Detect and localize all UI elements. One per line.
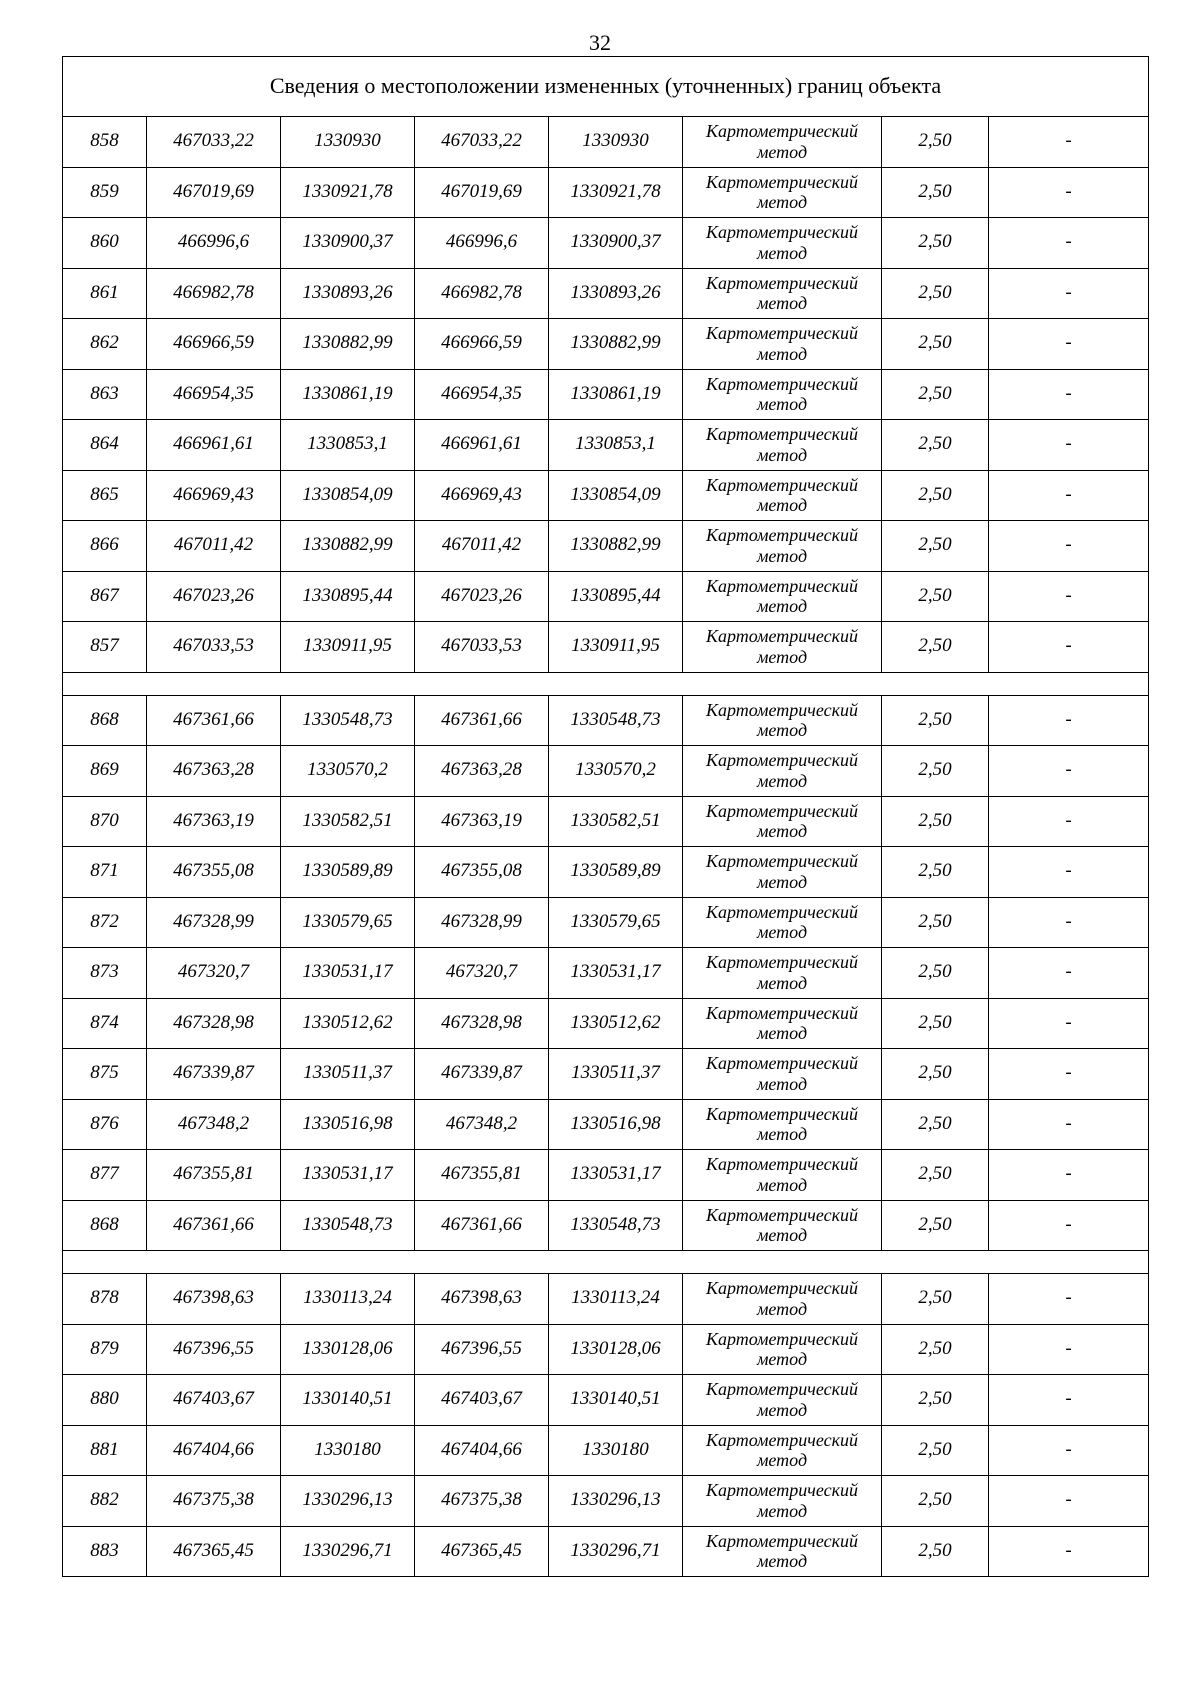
point-number-cell: 883 [63,1526,147,1577]
x-existing-cell: 467011,42 [147,521,281,572]
accuracy-cell: 2,50 [882,1375,989,1426]
y-existing-cell: 1330911,95 [281,622,415,673]
description-cell: - [989,746,1149,797]
description-cell: - [989,218,1149,269]
point-number-cell: 858 [63,117,147,168]
x-existing-cell: 466966,59 [147,319,281,370]
point-number-cell: 868 [63,1200,147,1251]
method-cell: Картометрический метод [683,218,882,269]
y-updated-cell: 1330853,1 [549,420,683,471]
description-cell: - [989,1150,1149,1201]
description-cell: - [989,897,1149,948]
table-row [63,117,1149,168]
point-number-cell: 863 [63,369,147,420]
y-existing-cell: 1330579,65 [281,897,415,948]
x-existing-cell: 467363,28 [147,746,281,797]
x-existing-cell: 466969,43 [147,470,281,521]
y-updated-cell: 1330140,51 [549,1375,683,1426]
table-row [63,1049,1149,1100]
group-separator-cell [63,1251,1149,1274]
description-cell: - [989,470,1149,521]
description-cell: - [989,571,1149,622]
point-number-cell: 880 [63,1375,147,1426]
y-updated-cell: 1330900,37 [549,218,683,269]
y-existing-cell: 1330882,99 [281,319,415,370]
point-number-cell: 865 [63,470,147,521]
point-number-cell: 871 [63,847,147,898]
x-existing-cell: 467398,63 [147,1274,281,1325]
description-cell: - [989,1049,1149,1100]
point-number-cell: 866 [63,521,147,572]
x-updated-cell: 466966,59 [415,319,549,370]
x-existing-cell: 467328,98 [147,998,281,1049]
x-updated-cell: 467355,81 [415,1150,549,1201]
accuracy-cell: 2,50 [882,998,989,1049]
method-cell: Картометрический метод [683,1526,882,1577]
accuracy-cell: 2,50 [882,695,989,746]
x-existing-cell: 466961,61 [147,420,281,471]
description-cell: - [989,1375,1149,1426]
table-title: Сведения о местоположении измененных (уточненных) границ объекта [63,57,1149,117]
y-updated-cell: 1330589,89 [549,847,683,898]
y-existing-cell: 1330512,62 [281,998,415,1049]
x-existing-cell: 467348,2 [147,1099,281,1150]
y-existing-cell: 1330531,17 [281,1150,415,1201]
description-cell: - [989,319,1149,370]
x-existing-cell: 466954,35 [147,369,281,420]
table-row [63,695,1149,746]
description-cell: - [989,1200,1149,1251]
y-updated-cell: 1330531,17 [549,948,683,999]
description-cell: - [989,1425,1149,1476]
method-cell: Картометрический метод [683,622,882,673]
y-existing-cell: 1330582,51 [281,796,415,847]
x-updated-cell: 466961,61 [415,420,549,471]
x-updated-cell: 467328,98 [415,998,549,1049]
table-row [63,796,1149,847]
x-updated-cell: 467019,69 [415,167,549,218]
y-existing-cell: 1330893,26 [281,268,415,319]
point-number-cell: 875 [63,1049,147,1100]
x-updated-cell: 467375,38 [415,1476,549,1527]
x-existing-cell: 467339,87 [147,1049,281,1100]
accuracy-cell: 2,50 [882,1150,989,1201]
y-updated-cell: 1330113,24 [549,1274,683,1325]
y-updated-cell: 1330128,06 [549,1324,683,1375]
y-existing-cell: 1330853,1 [281,420,415,471]
x-updated-cell: 467033,53 [415,622,549,673]
y-updated-cell: 1330548,73 [549,1200,683,1251]
y-existing-cell: 1330861,19 [281,369,415,420]
x-existing-cell: 467023,26 [147,571,281,622]
description-cell: - [989,622,1149,673]
y-updated-cell: 1330548,73 [549,695,683,746]
method-cell: Картометрический метод [683,897,882,948]
method-cell: Картометрический метод [683,1150,882,1201]
method-cell: Картометрический метод [683,796,882,847]
table-row [63,470,1149,521]
x-updated-cell: 467328,99 [415,897,549,948]
x-existing-cell: 466982,78 [147,268,281,319]
y-updated-cell: 1330570,2 [549,746,683,797]
x-existing-cell: 467033,53 [147,622,281,673]
accuracy-cell: 2,50 [882,117,989,168]
description-cell: - [989,268,1149,319]
method-cell: Картометрический метод [683,1200,882,1251]
description-cell: - [989,796,1149,847]
y-updated-cell: 1330512,62 [549,998,683,1049]
x-updated-cell: 467363,28 [415,746,549,797]
table-row [63,1375,1149,1426]
x-updated-cell: 467403,67 [415,1375,549,1426]
table-row [63,218,1149,269]
x-updated-cell: 467398,63 [415,1274,549,1325]
x-updated-cell: 467011,42 [415,521,549,572]
method-cell: Картометрический метод [683,948,882,999]
description-cell: - [989,695,1149,746]
accuracy-cell: 2,50 [882,1049,989,1100]
point-number-cell: 872 [63,897,147,948]
accuracy-cell: 2,50 [882,1476,989,1527]
y-existing-cell: 1330548,73 [281,695,415,746]
table-row [63,1324,1149,1375]
point-number-cell: 864 [63,420,147,471]
y-existing-cell: 1330548,73 [281,1200,415,1251]
description-cell: - [989,167,1149,218]
method-cell: Картометрический метод [683,847,882,898]
x-existing-cell: 467403,67 [147,1375,281,1426]
table-row [63,319,1149,370]
table-row [63,167,1149,218]
method-cell: Картометрический метод [683,117,882,168]
method-cell: Картометрический метод [683,1425,882,1476]
point-number-cell: 869 [63,746,147,797]
y-existing-cell: 1330113,24 [281,1274,415,1325]
description-cell: - [989,117,1149,168]
table-row [63,571,1149,622]
accuracy-cell: 2,50 [882,622,989,673]
x-updated-cell: 467363,19 [415,796,549,847]
y-existing-cell: 1330296,71 [281,1526,415,1577]
y-existing-cell: 1330900,37 [281,218,415,269]
accuracy-cell: 2,50 [882,218,989,269]
description-cell: - [989,1476,1149,1527]
description-cell: - [989,948,1149,999]
group-separator-row [63,1251,1149,1274]
accuracy-cell: 2,50 [882,167,989,218]
x-existing-cell: 467355,08 [147,847,281,898]
x-updated-cell: 467404,66 [415,1425,549,1476]
x-existing-cell: 467355,81 [147,1150,281,1201]
y-updated-cell: 1330296,13 [549,1476,683,1527]
table-row [63,268,1149,319]
description-cell: - [989,521,1149,572]
accuracy-cell: 2,50 [882,1274,989,1325]
point-number-cell: 870 [63,796,147,847]
y-updated-cell: 1330582,51 [549,796,683,847]
page-number: 32 [589,30,611,55]
x-updated-cell: 466954,35 [415,369,549,420]
y-updated-cell: 1330911,95 [549,622,683,673]
y-updated-cell: 1330296,71 [549,1526,683,1577]
group-separator-row [63,672,1149,695]
table-row [63,897,1149,948]
y-existing-cell: 1330128,06 [281,1324,415,1375]
method-cell: Картометрический метод [683,319,882,370]
method-cell: Картометрический метод [683,1274,882,1325]
y-updated-cell: 1330882,99 [549,319,683,370]
description-cell: - [989,998,1149,1049]
description-cell: - [989,1274,1149,1325]
x-existing-cell: 467361,66 [147,1200,281,1251]
point-number-cell: 857 [63,622,147,673]
accuracy-cell: 2,50 [882,897,989,948]
table-row [63,847,1149,898]
x-existing-cell: 467396,55 [147,1324,281,1375]
x-updated-cell: 467365,45 [415,1526,549,1577]
table-row [63,521,1149,572]
y-existing-cell: 1330570,2 [281,746,415,797]
method-cell: Картометрический метод [683,571,882,622]
accuracy-cell: 2,50 [882,1200,989,1251]
x-existing-cell: 467019,69 [147,167,281,218]
y-updated-cell: 1330516,98 [549,1099,683,1150]
y-existing-cell: 1330516,98 [281,1099,415,1150]
y-existing-cell: 1330296,13 [281,1476,415,1527]
accuracy-cell: 2,50 [882,521,989,572]
table-row [63,998,1149,1049]
description-cell: - [989,369,1149,420]
group-separator-cell [63,672,1149,695]
accuracy-cell: 2,50 [882,420,989,471]
method-cell: Картометрический метод [683,470,882,521]
table-row [63,1476,1149,1527]
description-cell: - [989,420,1149,471]
accuracy-cell: 2,50 [882,470,989,521]
accuracy-cell: 2,50 [882,1526,989,1577]
x-existing-cell: 467328,99 [147,897,281,948]
y-updated-cell: 1330180 [549,1425,683,1476]
y-existing-cell: 1330140,51 [281,1375,415,1426]
description-cell: - [989,1324,1149,1375]
y-existing-cell: 1330882,99 [281,521,415,572]
accuracy-cell: 2,50 [882,268,989,319]
x-updated-cell: 467361,66 [415,1200,549,1251]
method-cell: Картометрический метод [683,746,882,797]
accuracy-cell: 2,50 [882,369,989,420]
table-row [63,746,1149,797]
method-cell: Картометрический метод [683,420,882,471]
x-existing-cell: 467375,38 [147,1476,281,1527]
y-existing-cell: 1330180 [281,1425,415,1476]
method-cell: Картометрический метод [683,167,882,218]
method-cell: Картометрический метод [683,369,882,420]
point-number-cell: 860 [63,218,147,269]
table-row [63,1150,1149,1201]
accuracy-cell: 2,50 [882,571,989,622]
x-existing-cell: 467320,7 [147,948,281,999]
accuracy-cell: 2,50 [882,1099,989,1150]
boundary-coordinates-table [62,56,1149,1577]
x-existing-cell: 467365,45 [147,1526,281,1577]
y-updated-cell: 1330895,44 [549,571,683,622]
description-cell: - [989,847,1149,898]
point-number-cell: 882 [63,1476,147,1527]
point-number-cell: 874 [63,998,147,1049]
x-updated-cell: 467361,66 [415,695,549,746]
x-existing-cell: 466996,6 [147,218,281,269]
y-updated-cell: 1330882,99 [549,521,683,572]
y-updated-cell: 1330921,78 [549,167,683,218]
x-updated-cell: 466996,6 [415,218,549,269]
method-cell: Картометрический метод [683,1476,882,1527]
method-cell: Картометрический метод [683,1099,882,1150]
point-number-cell: 861 [63,268,147,319]
method-cell: Картометрический метод [683,521,882,572]
x-updated-cell: 467339,87 [415,1049,549,1100]
point-number-cell: 873 [63,948,147,999]
point-number-cell: 877 [63,1150,147,1201]
table-title-row [63,57,1149,117]
point-number-cell: 879 [63,1324,147,1375]
description-cell: - [989,1099,1149,1150]
table-row [63,1526,1149,1577]
y-updated-cell: 1330861,19 [549,369,683,420]
accuracy-cell: 2,50 [882,319,989,370]
table-row [63,1425,1149,1476]
point-number-cell: 862 [63,319,147,370]
y-existing-cell: 1330531,17 [281,948,415,999]
point-number-cell: 876 [63,1099,147,1150]
x-existing-cell: 467404,66 [147,1425,281,1476]
y-updated-cell: 1330511,37 [549,1049,683,1100]
y-updated-cell: 1330531,17 [549,1150,683,1201]
x-updated-cell: 467355,08 [415,847,549,898]
method-cell: Картометрический метод [683,1375,882,1426]
table-row [63,1274,1149,1325]
x-existing-cell: 467033,22 [147,117,281,168]
y-updated-cell: 1330579,65 [549,897,683,948]
x-updated-cell: 467348,2 [415,1099,549,1150]
table-row [63,948,1149,999]
method-cell: Картометрический метод [683,1324,882,1375]
x-updated-cell: 467033,22 [415,117,549,168]
accuracy-cell: 2,50 [882,796,989,847]
description-cell: - [989,1526,1149,1577]
x-updated-cell: 467320,7 [415,948,549,999]
x-existing-cell: 467363,19 [147,796,281,847]
table-row [63,420,1149,471]
table-row [63,1099,1149,1150]
method-cell: Картометрический метод [683,998,882,1049]
y-existing-cell: 1330895,44 [281,571,415,622]
point-number-cell: 881 [63,1425,147,1476]
point-number-cell: 867 [63,571,147,622]
y-existing-cell: 1330930 [281,117,415,168]
accuracy-cell: 2,50 [882,948,989,999]
table-row [63,622,1149,673]
y-updated-cell: 1330893,26 [549,268,683,319]
accuracy-cell: 2,50 [882,1324,989,1375]
point-number-cell: 859 [63,167,147,218]
accuracy-cell: 2,50 [882,847,989,898]
method-cell: Картометрический метод [683,268,882,319]
table-row [63,1200,1149,1251]
y-updated-cell: 1330930 [549,117,683,168]
method-cell: Картометрический метод [683,695,882,746]
accuracy-cell: 2,50 [882,746,989,797]
y-existing-cell: 1330921,78 [281,167,415,218]
y-updated-cell: 1330854,09 [549,470,683,521]
point-number-cell: 878 [63,1274,147,1325]
x-updated-cell: 467396,55 [415,1324,549,1375]
accuracy-cell: 2,50 [882,1425,989,1476]
y-existing-cell: 1330511,37 [281,1049,415,1100]
x-updated-cell: 466969,43 [415,470,549,521]
x-updated-cell: 467023,26 [415,571,549,622]
y-existing-cell: 1330854,09 [281,470,415,521]
x-updated-cell: 466982,78 [415,268,549,319]
method-cell: Картометрический метод [683,1049,882,1100]
y-existing-cell: 1330589,89 [281,847,415,898]
table-row [63,369,1149,420]
point-number-cell: 868 [63,695,147,746]
x-existing-cell: 467361,66 [147,695,281,746]
